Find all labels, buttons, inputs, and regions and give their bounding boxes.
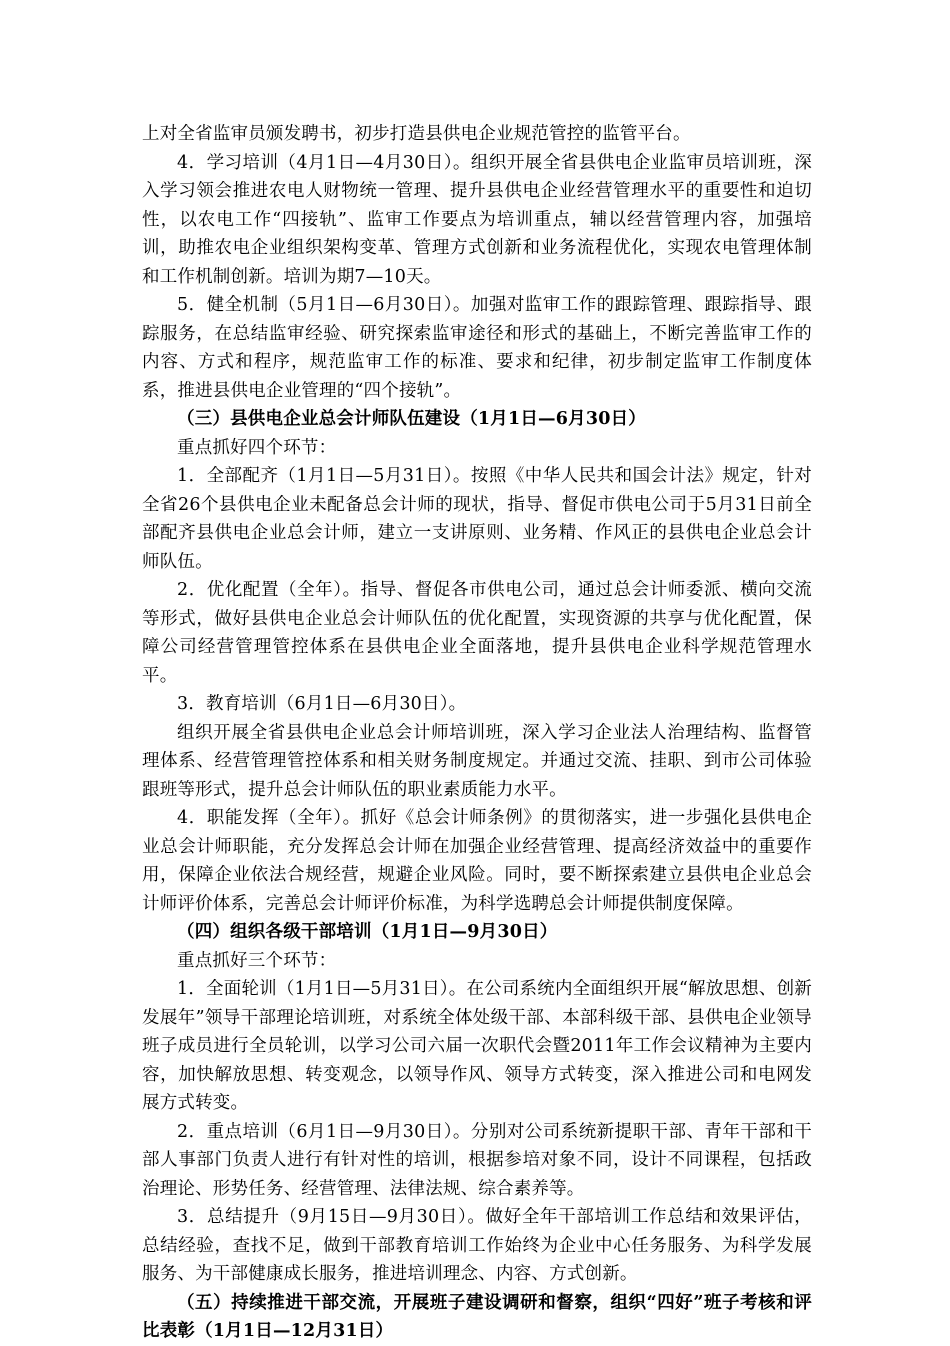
paragraph: 1．全面轮训（1月1日—5月31日）。在公司系统内全面组织开展“解放思想、创新发展年”领导干部理论培训班，对系统全体处级干部、本部科级干部、县供电企业领导班子成员进行全员轮训，以学习公司六届一次职代会暨2011年工作会议精神为主要内容，加快解放思想、转变观念，以领导作风、领导方式转变，深入推进公司和电网发展方式转变。 <box>142 979 812 1113</box>
paragraph: 4．学习培训（4月1日—4月30日）。组织开展全省县供电企业监审员培训班，深入学习领会推进农电人财物统一管理、提升县供电企业经营管理水平的重要性和迫切性，以农电工作“四接轨”、监审工作要点为培训重点，辅以经营管理内容，加强培训，助推农电企业组织架构变革、管理方式创新和业务流程优化，实现农电管理体制和工作机制创新。培训为期7—10天。 <box>142 152 812 287</box>
paragraph: 重点抓好三个环节： <box>177 950 337 971</box>
section-heading: （四）组织各级干部培训（1月1日—9月30日） <box>177 922 558 942</box>
section-heading: （五）持续推进干部交流，开展班子建设调研和督察，组织“四好”班子考核和评比表彰（1月1日—12月31日） <box>142 1292 812 1341</box>
paragraph: 3．教育培训（6月1日—6月30日）。 <box>177 694 467 714</box>
paragraph: 3．总结提升（9月15日—9月30日）。做好全年干部培训工作总结和效果评估，总结经验，查找不足，做到干部教育培训工作始终为企业中心任务服务、为科学发展服务、为干部健康成长服务，推进培训理念、内容、方式创新。 <box>142 1207 812 1284</box>
paragraph: 5．健全机制（5月1日—6月30日）。加强对监审工作的跟踪管理、跟踪指导、跟踪服务，在总结监审经验、研究探索监审途径和形式的基础上，不断完善监审工作的内容、方式和程序，规范监审工作的标准、要求和纪律，初步制定监审工作制度体系，推进县供电企业管理的“四个接轨”。 <box>142 295 812 401</box>
paragraph: 重点抓好四个环节： <box>177 437 337 458</box>
paragraph: 2．优化配置（全年）。指导、督促各市供电公司，通过总会计师委派、横向交流等形式，做好县供电企业总会计师队伍的优化配置，实现资源的共享与优化配置，保障公司经营管理管控体系在县供电企业全面落地，提升县供电企业科学规范管理水平。 <box>142 580 812 686</box>
paragraph: 1．全部配齐（1月1日—5月31日）。按照《中华人民共和国会计法》规定，针对全省26个县供电企业未配备总会计师的现状，指导、督促市供电公司于5月31日前全部配齐县供电企业总会计师，建立一支讲原则、业务精、作风正的县供电企业总会计师队伍。 <box>142 466 812 572</box>
document-page <box>142 120 812 1346</box>
section-heading: （三）县供电企业总会计师队伍建设（1月1日—6月30日） <box>177 409 646 429</box>
paragraph: 2．重点培训（6月1日—9月30日）。分别对公司系统新提职干部、青年干部和干部人事部门负责人进行有针对性的培训，根据参培对象不同，设计不同课程，包括政治理论、形势任务、经营管理、法律法规、综合素养等。 <box>142 1121 812 1199</box>
paragraph: 上对全省监审员颁发聘书，初步打造县供电企业规范管控的监管平台。 <box>142 124 691 144</box>
paragraph: 组织开展全省县供电企业总会计师培训班，深入学习企业法人治理结构、监督管理体系、经营管理管控体系和相关财务制度规定。并通过交流、挂职、到市公司体验跟班等形式，提升总会计师队伍的职业素质能力水平。 <box>142 722 812 800</box>
paragraph: 4．职能发挥（全年）。抓好《总会计师条例》的贯彻落实，进一步强化县供电企业总会计师职能，充分发挥总会计师在加强企业经营管理、提高经济效益中的重要作用，保障企业依法合规经营，规避企业风险。同时，要不断探索建立县供电企业总会计师评价体系，完善总会计师评价标准，为科学选聘总会计师提供制度保障。 <box>142 808 812 914</box>
